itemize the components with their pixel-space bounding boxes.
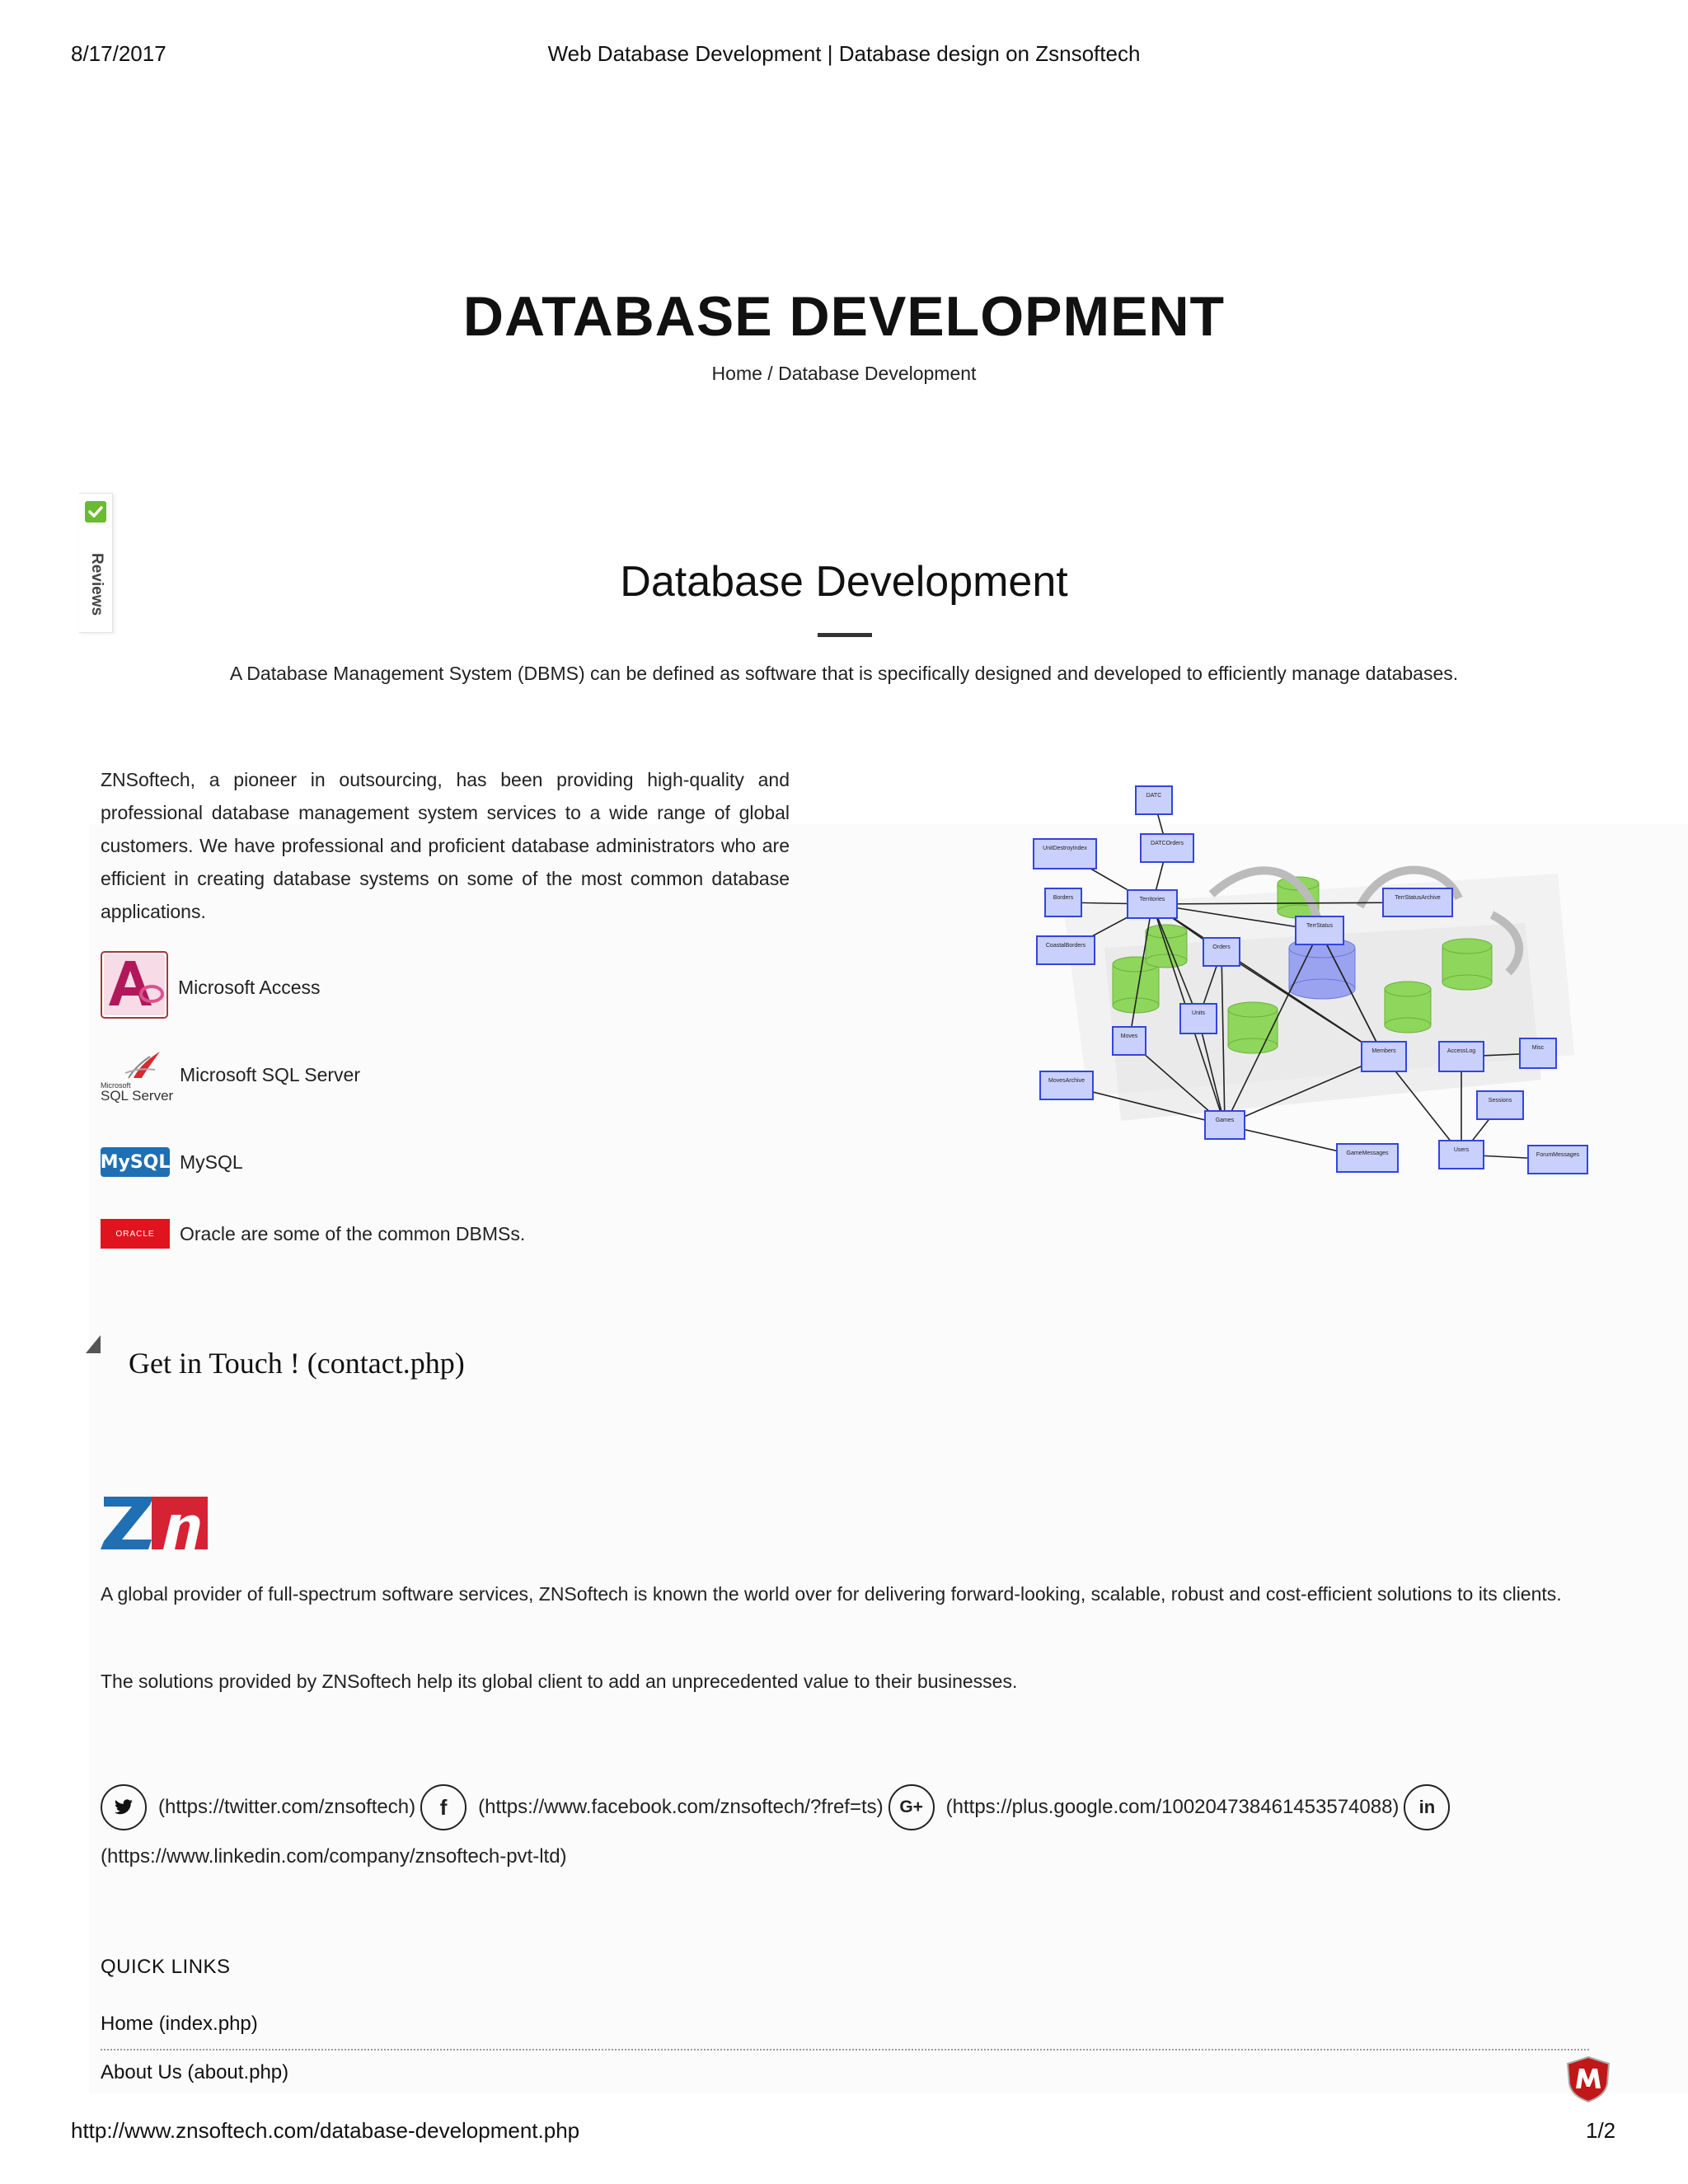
sql-server-logo-text: SQL Server	[101, 1088, 174, 1104]
mysql-logo-text: MySQL	[100, 1151, 171, 1173]
diagram-node	[1337, 1144, 1398, 1172]
triangle-icon	[86, 1335, 101, 1353]
reviews-tab-label: Reviews	[88, 553, 106, 616]
quick-links-title: QUICK LINKS	[101, 1956, 231, 1978]
diagram-node-label: Territories	[1139, 897, 1165, 902]
section-title: Database Development	[620, 558, 1068, 606]
diagram-node-label: UnitDestroyIndex	[1043, 846, 1087, 851]
diagram-node	[1037, 936, 1095, 964]
mysql-icon	[101, 1147, 170, 1177]
diagram-node-label: AccessLog	[1447, 1048, 1476, 1054]
list-item-label: Microsoft SQL Server	[180, 1063, 360, 1085]
diagram-node	[1520, 1038, 1556, 1068]
page-title: DATABASE DEVELOPMENT	[462, 285, 1226, 348]
list-item-mysql	[101, 1147, 243, 1177]
diagram-node	[1528, 1146, 1587, 1174]
quick-link-home[interactable]: Home (index.php)	[101, 2013, 258, 2035]
social-links	[101, 1782, 1601, 1882]
section-divider	[818, 633, 872, 637]
diagram-node-label: DATCOrders	[1151, 841, 1184, 846]
twitter-link[interactable]: (https://twitter.com/znsoftech)	[158, 1795, 416, 1818]
diagram-node	[1045, 888, 1081, 916]
diagram-node	[1180, 1004, 1217, 1033]
breadcrumb	[0, 363, 1688, 385]
quick-link-about[interactable]: About Us (about.php)	[101, 2061, 289, 2083]
diagram-node	[1034, 839, 1096, 869]
diagram-node	[1383, 888, 1452, 916]
list-item-sql-server	[101, 1045, 360, 1104]
contact-link[interactable]: Get in Touch ! (contact.php)	[129, 1347, 465, 1380]
diagram-node-label: Moves	[1120, 1033, 1138, 1039]
sql-server-logo-small: Microsoft	[101, 1081, 131, 1090]
diagram-node	[1203, 938, 1240, 966]
diagram-node-label: ForumMessages	[1536, 1152, 1580, 1158]
facebook-link[interactable]: (https://www.facebook.com/znsoftech/?fref=ts)	[478, 1795, 884, 1818]
diagram-node-label: Members	[1372, 1048, 1396, 1054]
list-item-label: Oracle are some of the common DBMSs.	[180, 1222, 526, 1244]
diagram-node	[1040, 1071, 1093, 1099]
diagram-node-label: Orders	[1212, 944, 1231, 950]
breadcrumb-home-link[interactable]: Home	[711, 363, 762, 384]
linkedin-icon[interactable]: in	[1404, 1784, 1450, 1830]
list-item-oracle	[101, 1219, 525, 1249]
microsoft-access-icon	[101, 951, 168, 1024]
diagram-node	[1113, 1027, 1146, 1055]
list-item-label: Microsoft Access	[178, 976, 321, 998]
list-item-access	[101, 951, 321, 1024]
diagram-node	[1439, 1141, 1484, 1169]
diagram-node	[1362, 1042, 1406, 1071]
diagram-node-label: DATC	[1146, 793, 1162, 799]
diagram-node-label: Units	[1192, 1010, 1205, 1016]
description-paragraph: ZNSoftech, a pioneer in outsourcing, has been providing high-quality and professional database management system services to a wide range of global customers. We have professional and proficient database administrators who are efficient in creating database systems on some of the most common database applications.	[101, 769, 790, 922]
breadcrumb-separator: /	[762, 363, 779, 384]
zn-logo[interactable]	[101, 1492, 209, 1551]
twitter-icon[interactable]	[101, 1784, 147, 1830]
footer-paragraph: A global provider of full-spectrum software services, ZNSoftech is known the world over for delivering forward-looking, scalable, robust and cost-efficient solutions to its clients.	[101, 1583, 1562, 1605]
diagram-node	[1205, 1111, 1245, 1139]
diagram-node-label: GameMessages	[1346, 1151, 1389, 1156]
oracle-icon	[101, 1219, 170, 1249]
list-item-label: MySQL	[180, 1151, 243, 1173]
diagram-node	[1128, 890, 1177, 918]
diagram-node-label: MovesArchive	[1048, 1078, 1085, 1084]
print-url: http://www.znsoftech.com/database-development.php	[71, 2118, 580, 2143]
diagram-node-label: Borders	[1053, 895, 1074, 901]
diagram-node-label: Misc	[1531, 1045, 1545, 1051]
print-page-title: Web Database Development | Database design on Zsnsoftech	[547, 41, 1141, 66]
facebook-icon[interactable]: f	[420, 1784, 467, 1830]
diagram-node-label: TerrStatusArchive	[1395, 895, 1441, 901]
sql-server-icon	[101, 1045, 174, 1104]
quick-links-divider	[101, 2049, 1589, 2050]
google-plus-link[interactable]: (https://plus.google.com/100204738461453574088)	[945, 1795, 1400, 1818]
google-plus-icon[interactable]: G+	[889, 1784, 935, 1830]
diagram-node-label: CoastalBorders	[1045, 943, 1086, 949]
diagram-node-label: Sessions	[1488, 1098, 1512, 1104]
diagram-node	[1296, 916, 1343, 944]
oracle-logo-text: ORACLE	[115, 1229, 155, 1239]
diagram-node	[1136, 786, 1172, 814]
mcafee-badge-icon[interactable]	[1566, 2055, 1611, 2103]
checkmark-icon	[85, 501, 106, 523]
diagram-node	[1439, 1042, 1484, 1071]
diagram-node-label: TerrStatus	[1306, 923, 1333, 929]
breadcrumb-current: Database Development	[778, 363, 977, 384]
print-page-number: 1/2	[1586, 2118, 1616, 2143]
footer-paragraph: The solutions provided by ZNSoftech help its global client to add an unprecedented value to their businesses.	[101, 1671, 1018, 1692]
diagram-node	[1141, 834, 1193, 862]
diagram-node-label: Users	[1453, 1147, 1470, 1153]
linkedin-link[interactable]: (https://www.linkedin.com/company/znsoftech-pvt-ltd)	[101, 1844, 567, 1868]
section-intro: A Database Management System (DBMS) can be defined as software that is specifically designed and developed to efficiently manage databases.	[229, 663, 1459, 684]
database-schema-diagram	[1030, 783, 1591, 1187]
diagram-node	[1477, 1091, 1523, 1119]
print-date: 8/17/2017	[71, 41, 166, 66]
diagram-node-label: Games	[1215, 1118, 1235, 1123]
